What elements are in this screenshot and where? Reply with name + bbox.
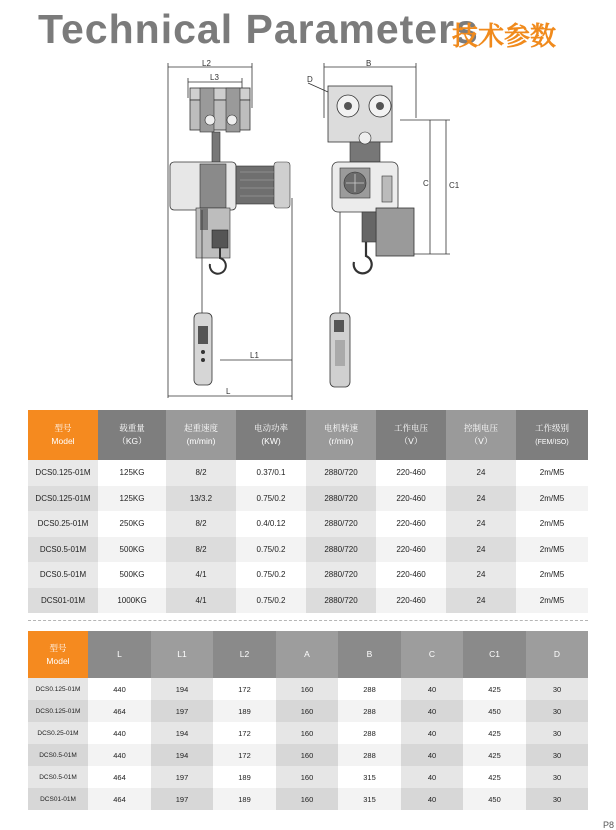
cell: 288 xyxy=(338,744,401,766)
cell: 2m/M5 xyxy=(516,486,588,512)
col-header-duty-class: 工作级别 (FEM/ISO) xyxy=(516,410,588,460)
cell: 189 xyxy=(213,700,276,722)
cell: 2880/720 xyxy=(306,486,376,512)
cell: 125KG xyxy=(98,486,166,512)
cell: 194 xyxy=(151,744,213,766)
cell: 194 xyxy=(151,678,213,700)
cell: 24 xyxy=(446,511,516,537)
cell: 0.75/0.2 xyxy=(236,486,306,512)
dim-label-l1: L1 xyxy=(250,351,259,360)
cell: 464 xyxy=(113,772,126,782)
col-header-d: D xyxy=(526,631,588,678)
col-header-capacity: 载重量 （KG） xyxy=(98,410,166,460)
dim-label-l2: L2 xyxy=(202,59,211,68)
cell: 2m/M5 xyxy=(539,519,565,529)
cell: 24 xyxy=(446,562,516,588)
cell: 189 xyxy=(213,788,276,810)
cell: 440 xyxy=(113,684,126,694)
cell: 2m/M5 xyxy=(516,588,588,614)
cell: 30 xyxy=(526,788,588,810)
cell: 160 xyxy=(276,744,338,766)
cell: 425 xyxy=(488,772,501,782)
col-header-motor-speed: 电机转速 (r/min) xyxy=(306,410,376,460)
cell: 30 xyxy=(526,766,588,788)
parameters-table xyxy=(28,410,588,613)
cell: 24 xyxy=(446,460,516,486)
cell: 197 xyxy=(151,700,213,722)
cell: 8/2 xyxy=(166,511,236,537)
cell: 40 xyxy=(401,700,463,722)
col-header-b: B xyxy=(338,631,401,678)
cell: 194 xyxy=(151,722,213,744)
table-row xyxy=(28,460,588,486)
cell: 0.4/0.12 xyxy=(256,519,286,529)
cell: DCS0.125-01M xyxy=(28,700,88,722)
cell: 2m/M5 xyxy=(516,537,588,563)
table-row xyxy=(28,511,588,537)
cell: 40 xyxy=(401,678,463,700)
table-row xyxy=(28,766,588,788)
cell: 464 xyxy=(88,788,151,810)
cell: 24 xyxy=(446,537,516,563)
cell: 0.75/0.2 xyxy=(256,570,286,580)
cell: 160 xyxy=(276,700,338,722)
cell: 8/2 xyxy=(166,460,236,486)
table-row xyxy=(28,486,588,512)
col-header-l1: L1 xyxy=(151,631,213,678)
cell: 500KG xyxy=(119,570,145,580)
cell: DCS0.125-01M xyxy=(28,678,88,700)
cell: 425 xyxy=(488,728,501,738)
cell: 288 xyxy=(363,684,376,694)
cell: 189 xyxy=(238,772,251,782)
table-row xyxy=(28,588,588,614)
dimensions-table xyxy=(28,631,588,810)
col-header-control-voltage: 控制电压 （V） xyxy=(446,410,516,460)
table-header-row xyxy=(28,410,588,460)
cell: 425 xyxy=(463,744,526,766)
col-header-l: L xyxy=(88,631,151,678)
cell: 2m/M5 xyxy=(539,468,565,478)
cell: 288 xyxy=(363,728,376,738)
cell: 0.75/0.2 xyxy=(236,537,306,563)
cell: 24 xyxy=(446,588,516,614)
cell: 464 xyxy=(88,700,151,722)
cell: 125KG xyxy=(119,468,145,478)
cell: 220-460 xyxy=(376,537,446,563)
table-row xyxy=(28,678,588,700)
cell: 4/1 xyxy=(166,588,236,614)
cell: 172 xyxy=(238,684,251,694)
page-title: Technical Parameters xyxy=(38,6,479,52)
table-row xyxy=(28,744,588,766)
hoist-dimension-drawing xyxy=(150,58,470,403)
cell: 2880/720 xyxy=(306,537,376,563)
cell: DCS01-01M xyxy=(28,788,88,810)
cell: 4/1 xyxy=(166,562,236,588)
col-header-lifting-speed: 起重速度 (m/min) xyxy=(166,410,236,460)
cell: 1000KG xyxy=(98,588,166,614)
cell: 315 xyxy=(338,788,401,810)
cell: 440 xyxy=(88,744,151,766)
cell: 24 xyxy=(446,486,516,512)
col-header-working-voltage: 工作电压 （V） xyxy=(376,410,446,460)
table-row xyxy=(28,537,588,563)
cell: 500KG xyxy=(98,537,166,563)
cell: DCS0.125-01M xyxy=(28,486,98,512)
cell: 315 xyxy=(363,772,376,782)
table-header-row xyxy=(28,631,588,678)
cell: 197 xyxy=(151,766,213,788)
page-number: P8 xyxy=(602,820,614,830)
cell: 2m/M5 xyxy=(539,570,565,580)
cell: 160 xyxy=(276,722,338,744)
section-divider xyxy=(28,620,588,621)
cell: 160 xyxy=(276,678,338,700)
cell: 440 xyxy=(113,728,126,738)
cell: 30 xyxy=(526,678,588,700)
cell: 30 xyxy=(526,744,588,766)
cell: 2880/720 xyxy=(306,588,376,614)
cell: 425 xyxy=(488,684,501,694)
cell: DCS0.25-01M xyxy=(28,722,88,744)
cell: 13/3.2 xyxy=(166,486,236,512)
cell: 30 xyxy=(526,700,588,722)
cell: 250KG xyxy=(119,519,145,529)
cell: 160 xyxy=(276,766,338,788)
cell: 40 xyxy=(401,744,463,766)
cell: 197 xyxy=(151,788,213,810)
col-header-model: 型号 Model xyxy=(28,631,88,678)
cell: DCS0.125-01M xyxy=(28,460,98,486)
cell: 30 xyxy=(526,722,588,744)
cell: 220-460 xyxy=(376,588,446,614)
page-title-chinese: 技术参数 xyxy=(452,21,557,51)
cell: 220-460 xyxy=(396,519,426,529)
col-header-motor-power: 电动功率 (KW) xyxy=(236,410,306,460)
cell: 0.37/0.1 xyxy=(256,468,286,478)
col-header-c1: C1 xyxy=(463,631,526,678)
col-header-l2: L2 xyxy=(213,631,276,678)
cell: 450 xyxy=(463,788,526,810)
cell: 0.75/0.2 xyxy=(236,588,306,614)
dim-label-l: L xyxy=(226,387,231,396)
dim-label-d: D xyxy=(307,75,313,84)
cell: DCS0.5-01M xyxy=(28,537,98,563)
cell: 220-460 xyxy=(376,486,446,512)
cell: DCS01-01M xyxy=(28,588,98,614)
col-header-model: 型号 Model xyxy=(28,410,98,460)
table-row xyxy=(28,562,588,588)
cell: 172 xyxy=(213,744,276,766)
table-row xyxy=(28,788,588,810)
cell: 450 xyxy=(463,700,526,722)
dim-label-c1: C1 xyxy=(449,181,460,190)
cell: DCS0.5-01M xyxy=(28,744,88,766)
cell: 288 xyxy=(338,700,401,722)
cell: DCS0.25-01M xyxy=(28,511,98,537)
table-row xyxy=(28,700,588,722)
col-header-a: A xyxy=(276,631,338,678)
table-row xyxy=(28,722,588,744)
cell: 160 xyxy=(276,788,338,810)
cell: 220-460 xyxy=(396,468,426,478)
cell: 2880/720 xyxy=(306,460,376,486)
cell: 2880/720 xyxy=(306,562,376,588)
cell: 40 xyxy=(401,788,463,810)
cell: 8/2 xyxy=(166,537,236,563)
col-header-c: C xyxy=(401,631,463,678)
dim-label-b: B xyxy=(366,59,372,68)
cell: DCS0.5-01M xyxy=(28,766,88,788)
cell: DCS0.5-01M xyxy=(28,562,98,588)
dim-label-l3: L3 xyxy=(210,73,219,82)
dim-label-c: C xyxy=(423,179,429,188)
cell: 172 xyxy=(238,728,251,738)
cell: 40 xyxy=(401,722,463,744)
cell: 40 xyxy=(401,766,463,788)
cell: 220-460 xyxy=(396,570,426,580)
cell: 2880/720 xyxy=(306,511,376,537)
